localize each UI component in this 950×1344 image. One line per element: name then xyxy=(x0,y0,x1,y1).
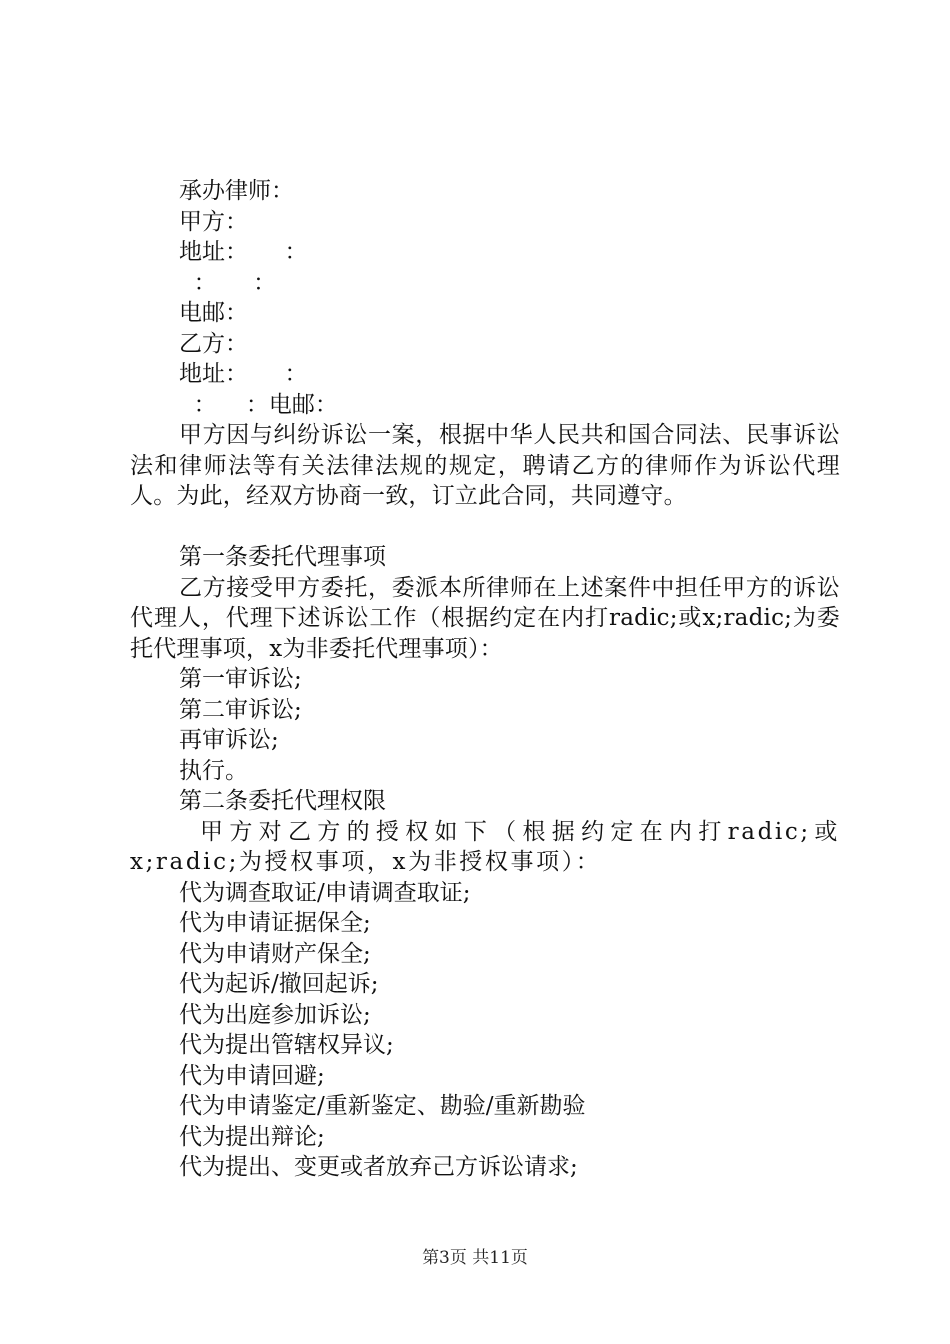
header-line-address-a: 地址： ： xyxy=(179,239,308,265)
article1-item: 再审诉讼; xyxy=(179,727,279,753)
article2-item: 代为申请鉴定/重新鉴定、勘验/重新勘验 xyxy=(179,1093,586,1119)
document-body xyxy=(130,176,840,1183)
header-line-party-a: 甲方： xyxy=(179,208,248,235)
page-footer: 第3页 共11页 xyxy=(422,1248,528,1268)
article2-title: 第二条委托代理权限 xyxy=(179,788,386,814)
article1-item: 执行。 xyxy=(179,757,248,784)
article2-item: 代为申请证据保全; xyxy=(179,910,371,936)
article2-item: 代为起诉/撤回起诉; xyxy=(179,971,379,997)
article1-item: 第一审诉讼; xyxy=(179,666,302,692)
header-line-address-b: 地址： ： xyxy=(179,361,308,387)
header-line-contact-b: ： ：电邮： xyxy=(179,391,338,418)
header-line-party-b: 乙方： xyxy=(179,330,248,357)
intro-paragraph: 甲方因与纠纷诉讼一案，根据中华人民共和国合同法、民事诉讼法和律师法等有关法律法规的规定，聘请乙方的律师作为诉讼代理人。为此，经双方协商一致，订立此合同，共同遵守。 xyxy=(130,422,840,509)
article1-item: 第二审诉讼; xyxy=(179,696,302,723)
article1-paragraph: 乙方接受甲方委托，委派本所律师在上述案件中担任甲方的诉讼代理人，代理下述诉讼工作（根据约定在内打radic;或x;radic;为委托代理事项，x为非委托代理事项）： xyxy=(130,574,840,662)
header-line-contact-a: ： ： xyxy=(179,269,277,296)
article2-item: 代为出庭参加诉讼; xyxy=(179,1001,371,1028)
article2-item: 代为申请财产保全; xyxy=(179,940,371,967)
article2-item: 代为提出管辖权异议; xyxy=(179,1032,394,1058)
article2-item: 代为调查取证/申请调查取证; xyxy=(179,879,471,906)
article2-item: 代为提出辩论; xyxy=(179,1123,325,1150)
header-line-email-a: 电邮： xyxy=(179,300,248,326)
spacer xyxy=(130,512,840,543)
article1-title: 第一条委托代理事项 xyxy=(179,544,386,570)
article2-item: 代为提出、变更或者放弃己方诉讼请求; xyxy=(179,1154,578,1180)
article2-paragraph: 甲方对乙方的授权如下（根据约定在内打radic;或x;radic;为授权事项，x为非授权事项）： xyxy=(130,818,840,875)
article2-item: 代为申请回避; xyxy=(179,1062,325,1089)
header-line-lawyer: 承办律师： xyxy=(179,178,294,204)
